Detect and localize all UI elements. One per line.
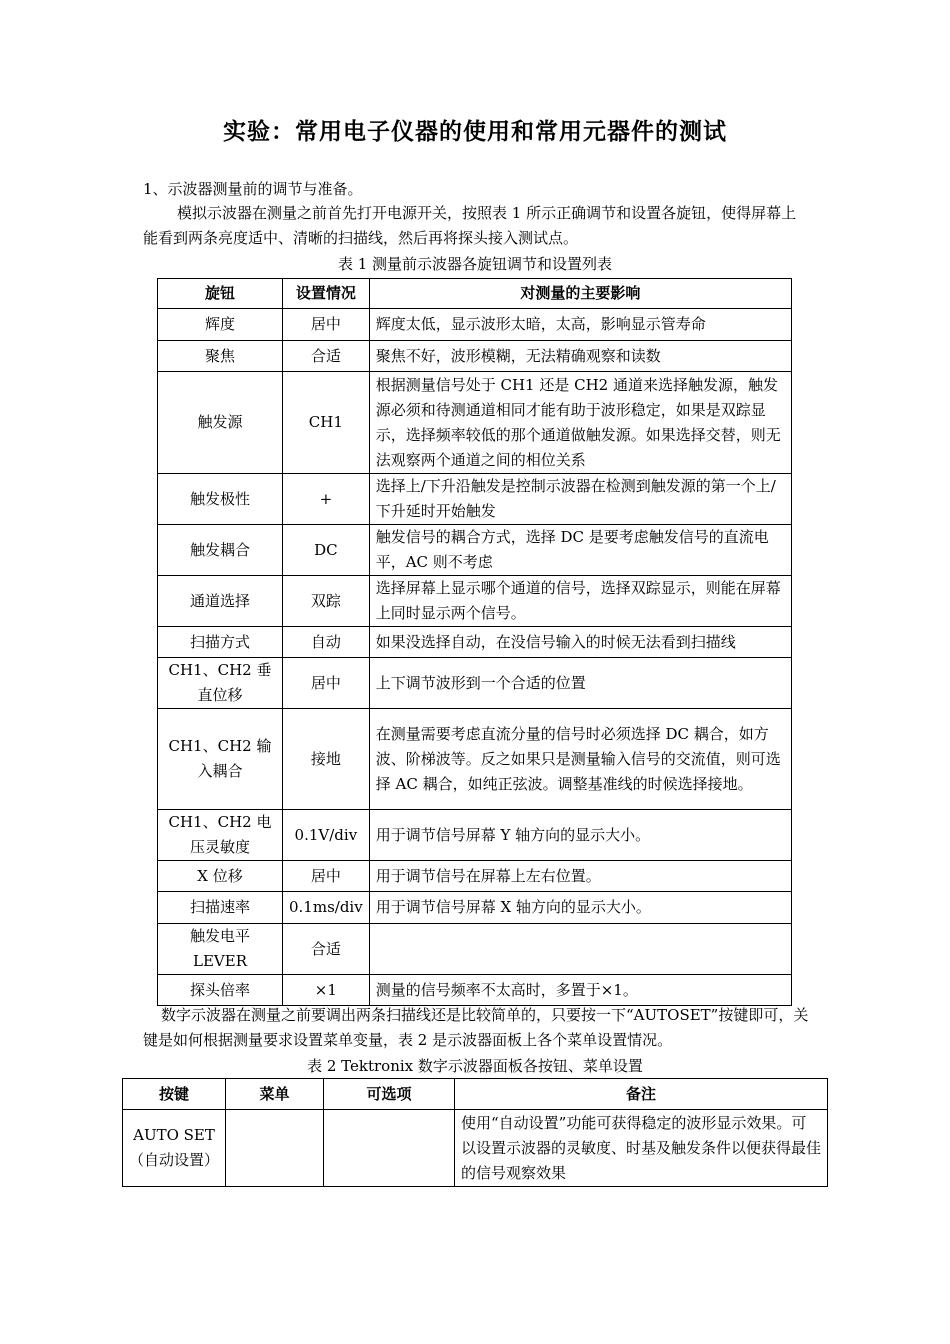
knob-cell: X 位移: [158, 861, 283, 892]
effect-cell: 触发信号的耦合方式，选择 DC 是要考虑触发信号的直流电平，AC 则不考虑: [369, 525, 791, 576]
knob-cell: 通道选择: [158, 576, 283, 627]
effect-cell: 上下调节波形到一个合适的位置: [369, 658, 791, 709]
setting-cell: 自动: [283, 627, 370, 658]
setting-cell: 合适: [283, 341, 370, 372]
setting-cell: 合适: [283, 924, 370, 975]
knob-cell: 扫描方式: [158, 627, 283, 658]
setting-cell: 双踪: [283, 576, 370, 627]
header-effect: 对测量的主要影响: [369, 279, 791, 309]
table-row: [158, 372, 792, 474]
table-row: [158, 709, 792, 810]
setting-cell: 居中: [283, 861, 370, 892]
table-row: [158, 341, 792, 372]
setting-cell: 0.1V/div: [283, 810, 370, 861]
header-setting: 设置情况: [283, 279, 370, 309]
effect-cell: 根据测量信号处于 CH1 还是 CH2 通道来选择触发源，触发源必须和待测通道相同才能有助于波形稳定，如果是双踪显示，选择频率较低的那个通道做触发源。如果选择交替，则无法观察两个通道之间的相位关系: [369, 372, 791, 474]
table2-caption: 表 2 Tektronix 数字示波器面板各按钮、菜单设置: [307, 1057, 643, 1075]
setting-cell: CH1: [283, 372, 370, 474]
table-row: [158, 658, 792, 709]
knob-cell: 辉度: [158, 309, 283, 341]
menu-settings-table: [122, 1078, 828, 1187]
table-row: [158, 576, 792, 627]
knob-cell: 触发耦合: [158, 525, 283, 576]
knob-cell: 扫描速率: [158, 892, 283, 924]
table1-caption: 表 1 测量前示波器各旋钮调节和设置列表: [337, 255, 613, 273]
effect-cell: 用于调节信号在屏幕上左右位置。: [369, 861, 791, 892]
header-menu: 菜单: [226, 1079, 324, 1110]
digital-scope-paragraph: 数字示波器在测量之前要调出两条扫描线还是比较简单的，只要按一下“AUTOSET”按键即可，关键是如何根据测量要求设置菜单变量，表 2 是示波器面板上各个菜单设置情况。: [143, 1006, 809, 1049]
effect-cell: 聚焦不好，波形模糊，无法精确观察和读数: [369, 341, 791, 372]
knob-cell: CH1、CH2 垂直位移: [158, 658, 283, 709]
knob-cell: CH1、CH2 电压灵敏度: [158, 810, 283, 861]
key-cell: AUTO SET （自动设置）: [123, 1110, 226, 1187]
setting-cell: DC: [283, 525, 370, 576]
effect-cell: 选择屏幕上显示哪个通道的信号，选择双踪显示，则能在屏幕上同时显示两个信号。: [369, 576, 791, 627]
table-row: [158, 525, 792, 576]
table-row: [158, 309, 792, 341]
table-row: [158, 810, 792, 861]
knob-cell: 触发源: [158, 372, 283, 474]
effect-cell: 用于调节信号屏幕 X 轴方向的显示大小。: [369, 892, 791, 924]
header-key: 按键: [123, 1079, 226, 1110]
effect-cell: 用于调节信号屏幕 Y 轴方向的显示大小。: [369, 810, 791, 861]
menu-cell: [226, 1110, 324, 1187]
section-heading: 1、示波器测量前的调节与准备。: [143, 180, 363, 198]
table-row: [158, 892, 792, 924]
setting-cell: 居中: [283, 658, 370, 709]
page-title: 实验：常用电子仪器的使用和常用元器件的测试: [223, 119, 727, 145]
table-row: [158, 975, 792, 1006]
knob-cell: 聚焦: [158, 341, 283, 372]
table-row: [158, 924, 792, 975]
header-options: 可选项: [324, 1079, 455, 1110]
table-row: [123, 1110, 828, 1187]
table-row: [158, 861, 792, 892]
setting-cell: 居中: [283, 309, 370, 341]
knob-cell: CH1、CH2 输入耦合: [158, 709, 283, 810]
knob-cell: 触发电平 LEVER: [158, 924, 283, 975]
header-knob: 旋钮: [158, 279, 283, 309]
setting-cell: 0.1ms/div: [283, 892, 370, 924]
effect-cell: 测量的信号频率不太高时，多置于×1。: [369, 975, 791, 1006]
intro-paragraph: 模拟示波器在测量之前首先打开电源开关，按照表 1 所示正确调节和设置各旋钮，使得屏幕上能看到两条亮度适中、清晰的扫描线，然后再将探头接入测试点。: [143, 204, 797, 247]
notes-cell: 使用“自动设置”功能可获得稳定的波形显示效果。可以设置示波器的灵敏度、时基及触发条件以便获得最佳的信号观察效果: [455, 1110, 828, 1187]
effect-cell: 如果没选择自动，在没信号输入的时候无法看到扫描线: [369, 627, 791, 658]
knob-settings-table: [157, 278, 792, 1006]
setting-cell: 接地: [283, 709, 370, 810]
table-row: [158, 627, 792, 658]
effect-cell: 在测量需要考虑直流分量的信号时必须选择 DC 耦合，如方波、阶梯波等。反之如果只是测量输入信号的交流值，则可选择 AC 耦合，如纯正弦波。调整基准线的时候选择接地。: [369, 709, 791, 810]
effect-cell: [369, 924, 791, 975]
knob-cell: 触发极性: [158, 474, 283, 525]
effect-cell: 选择上/下升沿触发是控制示波器在检测到触发源的第一个上/下升延时开始触发: [369, 474, 791, 525]
setting-cell: +: [283, 474, 370, 525]
options-cell: [324, 1110, 455, 1187]
effect-cell: 辉度太低，显示波形太暗，太高，影响显示管寿命: [369, 309, 791, 341]
header-notes: 备注: [455, 1079, 828, 1110]
knob-cell: 探头倍率: [158, 975, 283, 1006]
setting-cell: ×1: [283, 975, 370, 1006]
table-row: [158, 474, 792, 525]
